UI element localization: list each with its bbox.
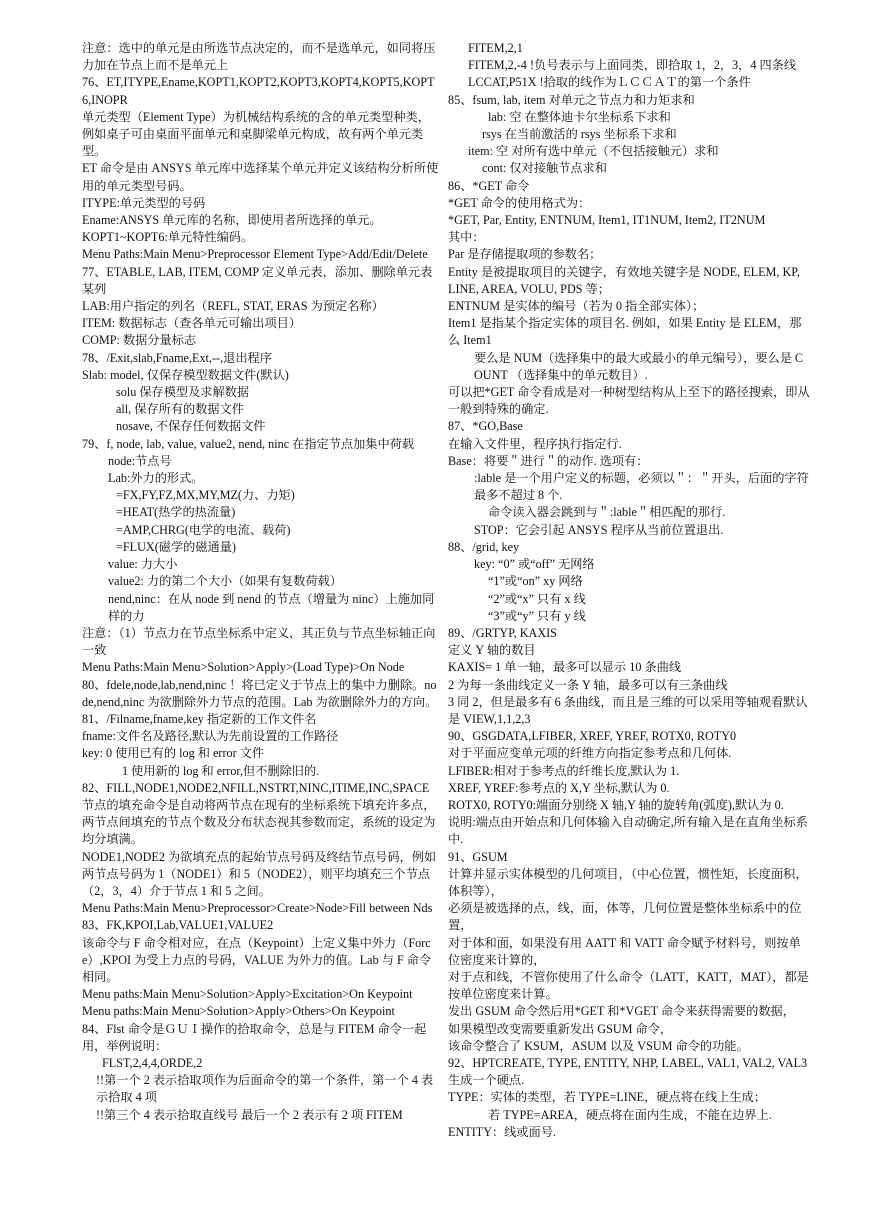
right-text-line: rsys 在当前激活的 rsys 坐标系下求和: [482, 127, 677, 142]
left-text-line: solu 保存模型及求解数据: [116, 385, 250, 400]
right-text-line: Base：将要＂进行＂的动作. 选项有：: [448, 453, 649, 468]
right-text-line: Par 是存储提取项的参数名；: [448, 247, 602, 262]
left-text-line: !!第三个 4 表示拾取直线号 最后一个 2 表示有 2 项 FITEM: [96, 1107, 403, 1122]
right-text-line: 如果模型改变需要重新发出 GSUM 命令，: [448, 1021, 673, 1036]
right-text-line: item: 空 对所有选中单元（不包括接触元）求和: [468, 144, 719, 159]
left-text-line: 76、ET,ITYPE,Ename,KOPT1,KOPT2,KOPT3,KOPT4,KOPT5,KOPT6,INOPR: [82, 75, 435, 107]
left-text-line: Menu Paths:Main Menu>Preprocessor Element Type>Add/Edit/Delete: [82, 247, 428, 262]
right-text-line: *GET 命令的使用格式为：: [448, 195, 591, 210]
left-text-line: all, 保存所有的数据文件: [116, 402, 244, 417]
left-text-line: 77、ETABLE, LAB, ITEM, COMP 定义单元表，添加、删除单元表某列: [82, 264, 433, 296]
left-text-line: 80、fdele,node,lab,nend,ninc ！将已定义于节点上的集中力删除。node,nend,ninc 为欲删除外力节点的范围。Lab 为欲删除外力的方向。: [82, 677, 438, 709]
right-text-line: 生成一个硬点.: [448, 1073, 525, 1088]
left-text-line: value2: 力的第二个大小（如果有复数荷载）: [108, 574, 342, 589]
left-text-line: NODE1,NODE2 为欲填充点的起始节点号码及终结节点号码，例如两节点号码为 1（NODE1）和 5（NODE2），则平均填充三个节点（2，3，4）介于节点 1 和 5 之间。: [82, 849, 437, 898]
right-text-line: TYPE：实体的类型，若 TYPE=LINE，硬点将在线上生成；: [448, 1090, 766, 1105]
right-text-line: 92、HPTCREATE, TYPE, ENTITY, NHP, LABEL, VAL1, VAL2, VAL3: [448, 1055, 808, 1070]
left-text-line: ITYPE:单元类型的号码: [82, 195, 206, 210]
left-text-line: KOPT1~KOPT6:单元特性编码。: [82, 230, 254, 245]
left-text-line: 注意：（1）节点力在节点坐标系中定义，其正负与节点坐标轴正向一致: [82, 625, 436, 658]
left-text-line: node:节点号: [108, 453, 172, 468]
right-text-line: 对于体和面，如果没有用 AATT 和 VATT 命令赋予材料号，则按单位密度来计算的，: [448, 935, 801, 967]
left-text-line: 84、Flst 命令是ＧＵＩ操作的拾取命令，总是与 FITEM 命令一起用，举例说明：: [82, 1021, 427, 1053]
left-text-line: value: 力大小: [108, 557, 178, 572]
right-text-line: “2”或“x” 只有 x 线: [488, 591, 586, 606]
left-text-line: 该命令与 F 命令相对应，在点（Keypoint）上定义集中外力（Force）,KPOI 为受上力点的号码，VALUE 为外力的值。Lab 与 F 命令相同。: [82, 935, 432, 984]
left-text-line: 79、f, node, lab, value, value2, nend, ninc 在指定节点加集中荷载: [82, 436, 415, 451]
right-text-line: *GET, Par, Entity, ENTNUM, Item1, IT1NUM, Item2, IT2NUM: [448, 213, 766, 228]
right-text-line: LCCAT,P51X !拾取的线作为ＬＣＣＡＴ的第一个条件: [468, 75, 751, 90]
left-text-line: ITEM: 数据标志（查各单元可输出项目）: [82, 316, 302, 331]
right-text-line: “3”或“y” 只有 y 线: [488, 608, 586, 623]
right-text-line: 说明:端点由开始点和几何体输入自动确定,所有输入是在直角坐标系中.: [448, 815, 808, 847]
left-text-line: 82、FILL,NODE1,NODE2,NFILL,NSTRT,NINC,ITIME,INC,SPACE: [82, 780, 430, 795]
left-text-line: =FLUX(磁学的磁通量): [116, 539, 236, 554]
right-text-line: 86、*GET 命令: [448, 178, 530, 193]
right-text-line: 87、*GO,Base: [448, 419, 523, 434]
right-text-line: 必须是被选择的点，线，面，体等，几何位置是整体坐标系中的位置，: [448, 901, 802, 933]
left-text-line: COMP: 数据分量标志: [82, 333, 197, 348]
right-text-line: 定义 Y 轴的数目: [448, 643, 536, 658]
right-text-line: 在输入文件里，程序执行指定行.: [448, 436, 622, 451]
left-text-line: Menu Paths:Main Menu>Preprocessor>Create>Node>Fill between Nds: [82, 901, 433, 916]
left-text-line: Ename:ANSYS 单元库的名称，即使用者所选择的单元。: [82, 213, 382, 228]
left-text-line: nend,ninc：在从 node 到 nend 的节点（增量为 ninc）上施加同样的力: [108, 591, 435, 623]
left-column: [82, 40, 442, 1124]
right-text-line: lab: 空 在整体迪卡尔坐标系下求和: [488, 109, 671, 124]
left-text-line: Menu paths:Main Menu>Solution>Apply>Others>On Keypoint: [82, 1004, 395, 1019]
right-text-line: STOP：它会引起 ANSYS 程序从当前位置退出.: [474, 522, 724, 537]
right-text-line: 85、fsum, lab, item 对单元之节点力和力矩求和: [448, 92, 695, 107]
right-text-line: :lable 是一个用户定义的标题，必须以＂：＂开头，后面的字符最多不超过 8 个.: [474, 471, 809, 503]
left-text-line: !!第一个 2 表示拾取项作为后面命令的第一个条件，第一个 4 表示拾取 4 项: [96, 1073, 434, 1105]
right-text-line: Entity 是被提取项目的关键字，有效地关键字是 NODE, ELEM, KP, LINE, AREA, VOLU, PDS 等；: [448, 264, 800, 296]
right-text-line: 其中：: [448, 230, 485, 245]
left-text-line: 83、FK,KPOI,Lab,VALUE1,VALUE2: [82, 918, 274, 933]
left-text-line: Menu Paths:Main Menu>Solution>Apply>(Load Type)>On Node: [82, 660, 405, 675]
right-text-line: 3 同 2，但是最多有 6 条曲线，而且是三维的可以采用等轴观看默认是 VIEW,1,1,2,3: [448, 694, 808, 726]
right-text-line: ROTX0, ROTY0:端面分别绕 X 轴,Y 轴的旋转角(弧度),默认为 0.: [448, 797, 784, 812]
right-text-line: 发出 GSUM 命令然后用*GET 和*VGET 命令来获得需要的数据，: [448, 1004, 795, 1019]
right-column: [448, 40, 810, 1141]
right-text-line: ENTITY：线或面号.: [448, 1124, 556, 1139]
right-text-line: Item1 是指某个指定实体的项目名. 例如，如果 Entity 是 ELEM，那么 Item1: [448, 316, 802, 348]
left-text-line: fname:文件名及路径,默认为先前设置的工作路径: [82, 729, 339, 744]
right-text-line: KAXIS= 1 单一轴，最多可以显示 10 条曲线: [448, 660, 682, 675]
right-text-line: ENTNUM 是实体的编号（若为 0 指全部实体）；: [448, 299, 705, 314]
right-text-line: 91、GSUM: [448, 849, 508, 864]
right-text-line: 89、/GRTYP, KAXIS: [448, 625, 557, 640]
right-text-line: 命令读入器会跳到与＂:lable＂相匹配的那行.: [488, 505, 726, 520]
right-text-line: LFIBER:相对于参考点的纤维长度,默认为 1.: [448, 763, 680, 778]
left-text-line: =AMP,CHRG(电学的电流、载荷): [116, 522, 291, 537]
left-text-line: 单元类型（Element Type）为机械结构系统的含的单元类型种类，例如桌子可由桌面平面单元和桌脚梁单元构成，故有两个单元类型。: [82, 109, 430, 159]
right-text-line: 对于平面应变单元项的纤维方向指定参考点和几何体.: [448, 746, 732, 761]
left-text-line: nosave, 不保存任何数据文件: [116, 419, 266, 434]
left-text-line: key: 0 使用已有的 log 和 error 文件: [82, 746, 265, 761]
left-text-line: Menu paths:Main Menu>Solution>Apply>Excitation>On Keypoint: [82, 987, 413, 1002]
right-text-line: FITEM,2,1: [468, 41, 523, 55]
right-text-line: key: “0” 或“off” 无网络: [474, 557, 595, 572]
left-text-line: 1 使用新的 log 和 error,但不删除旧的.: [122, 763, 320, 778]
left-text-line: 78、/Exit,slab,Fname,Ext,--,退出程序: [82, 350, 272, 365]
right-text-line: 对于点和线，不管你使用了什么命令（LATT，KATT，MAT），都是按单位密度来计算。: [448, 969, 809, 1002]
right-text-line: 可以把*GET 命令看成是对一种树型结构从上至下的路径搜索，即从一般到特殊的确定.: [448, 385, 810, 417]
left-text-line: Lab:外力的形式。: [108, 471, 204, 486]
right-text-line: cont: 仅对接触节点求和: [482, 161, 607, 176]
left-text-line: 节点的填充命令是自动将两节点在现有的坐标系统下填充许多点，两节点间填充的节点个数及分布状态视其参数而定，系统的设定为均分填满。: [82, 797, 436, 847]
left-text-line: FLST,2,4,4,ORDE,2: [102, 1055, 203, 1070]
left-text-line: 81、/Filname,fname,key 指定新的工作文件名: [82, 711, 317, 726]
right-text-line: 90、GSGDATA,LFIBER, XREF, YREF, ROTX0, ROTY0: [448, 729, 737, 744]
right-text-line: “1”或“on” xy 网络: [488, 574, 583, 589]
left-text-line: =FX,FY,FZ,MX,MY,MZ(力、力矩): [116, 488, 295, 503]
right-text-line: FITEM,2,-4 !负号表示与上面同类，即拾取 1，2，3，4 四条线: [468, 58, 797, 73]
right-text-line: 要么是 NUM（选择集中的最大或最小的单元编号），要么是 COUNT （选择集中的单元数目）.: [474, 350, 804, 382]
left-text-line: LAB:用户指定的列名（REFL, STAT, ERAS 为预定名称）: [82, 299, 384, 314]
right-text-line: 88、/grid, key: [448, 539, 520, 554]
right-text-line: 计算并显示实体模型的几何项目，（中心位置，惯性矩，长度面积，体积等），: [448, 866, 808, 898]
left-text-line: 注意：选中的单元是由所选节点决定的，而不是选单元，如同将压力加在节点上而不是单元上: [82, 41, 436, 73]
left-text-line: ET 命令是由 ANSYS 单元库中选择某个单元并定义该结构分析所使用的单元类型号码。: [82, 161, 439, 193]
left-text-line: =HEAT(热学的热流量): [116, 505, 236, 520]
right-text-line: 2 为每一条曲线定义一条 Y 轴，最多可以有三条曲线: [448, 677, 728, 692]
right-text-line: 该命令整合了 KSUM，ASUM 以及 VSUM 命令的功能。: [448, 1038, 749, 1053]
right-text-line: XREF, YREF:参考点的 X,Y 坐标,默认为 0.: [448, 780, 670, 795]
right-text-line: 若 TYPE=AREA，硬点将在面内生成，不能在边界上.: [488, 1107, 772, 1122]
left-text-line: Slab: model, 仅保存模型数据文件(默认): [82, 367, 289, 382]
